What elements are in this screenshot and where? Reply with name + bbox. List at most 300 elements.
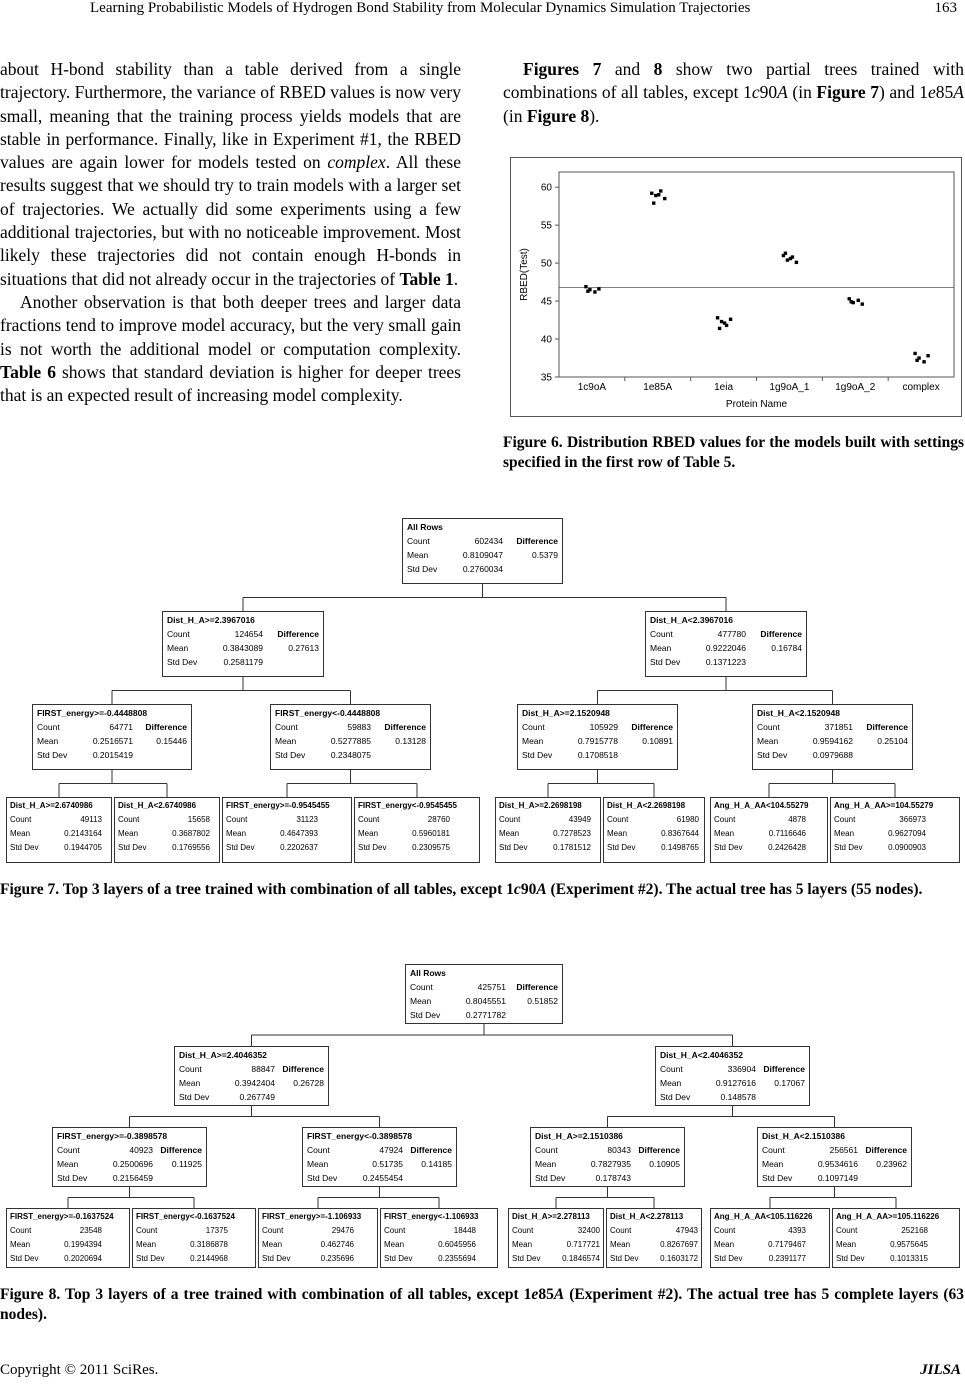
data-point xyxy=(850,300,853,303)
stat-value: 0.2144968 xyxy=(190,1254,228,1263)
x-axis-label: Protein Name xyxy=(725,399,788,410)
stat-label: Count xyxy=(650,629,673,639)
node-split-label: Ang_H_A_AA<104.55279 xyxy=(714,801,809,810)
data-point xyxy=(716,316,719,319)
difference-value: 0.10891 xyxy=(642,736,673,746)
node-stat-row xyxy=(834,841,956,855)
stat-value: 0.9594162 xyxy=(812,736,853,746)
stat-value: 0.5277885 xyxy=(330,736,371,746)
stat-label: Std Dev xyxy=(57,1173,88,1183)
stat-value: 0.2771782 xyxy=(465,1010,506,1020)
right-column xyxy=(503,58,964,128)
stat-label: Mean xyxy=(410,996,432,1006)
node-stat-row xyxy=(136,1224,252,1238)
data-point xyxy=(913,352,916,355)
node-stat-row xyxy=(607,827,701,841)
difference-value: 0.25104 xyxy=(877,736,908,746)
node-stat-row xyxy=(10,827,108,841)
node-split-label: Dist_H_A>=2.2698198 xyxy=(499,801,582,810)
node-stat-row xyxy=(714,841,824,855)
node-stat-row xyxy=(714,813,824,827)
stat-label: Std Dev xyxy=(307,1173,338,1183)
stat-label: Mean xyxy=(37,736,59,746)
node-stat-row xyxy=(410,1008,558,1022)
stat-value: 0.7915778 xyxy=(577,736,618,746)
stat-value: 0.148578 xyxy=(720,1092,756,1102)
node-stat-row xyxy=(607,841,701,855)
stat-label: Count xyxy=(762,1145,785,1155)
stat-label: Mean xyxy=(358,829,379,838)
stat-value: 124654 xyxy=(234,629,263,639)
stat-value: 477780 xyxy=(717,629,746,639)
stat-value: 0.2426428 xyxy=(768,843,806,852)
data-point xyxy=(915,359,918,362)
stat-label: Count xyxy=(714,1226,736,1235)
stat-value: 252168 xyxy=(901,1226,928,1235)
stat-label: Std Dev xyxy=(410,1010,441,1020)
data-point xyxy=(652,201,655,204)
text-run: c xyxy=(751,82,760,103)
stat-label: Std Dev xyxy=(179,1092,210,1102)
node-split-label: Dist_H_A<2.1520948 xyxy=(757,708,840,718)
stat-label: Count xyxy=(136,1226,158,1235)
stat-label: Count xyxy=(37,722,60,732)
stat-value: 0.2760034 xyxy=(462,564,503,574)
node-stat-row xyxy=(275,748,426,762)
stat-value: 0.1013315 xyxy=(890,1254,928,1263)
node-stat-row xyxy=(226,841,348,855)
stat-label: Std Dev xyxy=(10,843,39,852)
node-stat-row xyxy=(10,1238,126,1252)
node-split-label: FIRST_energy>=-0.4448808 xyxy=(37,708,148,718)
node-stat-row xyxy=(660,1090,805,1104)
tree-leaf-node xyxy=(258,1208,378,1268)
text-run: Figure 8. Top 3 layers of a tree trained with combination of all tables, except 1 xyxy=(0,1286,532,1303)
stat-label: Std Dev xyxy=(37,750,68,760)
y-tick-label: 55 xyxy=(540,220,552,232)
stat-value: 64771 xyxy=(109,722,133,732)
stat-label: Std Dev xyxy=(535,1173,566,1183)
node-stat-row xyxy=(262,1252,374,1266)
tree-leaf-node xyxy=(380,1208,498,1268)
node-stat-row xyxy=(136,1252,252,1266)
node-split-label: Dist_H_A<2.278113 xyxy=(610,1212,684,1221)
stat-value: 49113 xyxy=(80,815,102,824)
left-paragraph-1 xyxy=(0,58,461,291)
stat-value: 0.2355694 xyxy=(438,1254,476,1263)
stat-value: 29476 xyxy=(331,1226,354,1235)
stat-label: Count xyxy=(384,1226,406,1235)
stat-value: 0.2015419 xyxy=(92,750,133,760)
stat-label: Count xyxy=(167,629,190,639)
stat-label: Count xyxy=(512,1226,534,1235)
node-stat-row xyxy=(834,813,956,827)
node-split-label: Dist_H_A<2.3967016 xyxy=(650,615,733,625)
data-point xyxy=(861,302,864,305)
left-paragraph-2 xyxy=(0,291,461,407)
stat-label: Count xyxy=(10,815,32,824)
node-stat-row xyxy=(714,1238,826,1252)
stat-value: 0.3687802 xyxy=(172,829,210,838)
stat-value: 0.4647393 xyxy=(280,829,318,838)
difference-value: 0.10905 xyxy=(649,1159,680,1169)
stat-value: 0.2516571 xyxy=(92,736,133,746)
stat-value: 0.3843089 xyxy=(222,643,263,653)
node-split-label: FIRST_energy<-1.106933 xyxy=(384,1212,479,1221)
stat-value: 366973 xyxy=(899,815,926,824)
node-stat-row xyxy=(610,1238,698,1252)
stat-value: 105929 xyxy=(589,722,618,732)
stat-label: Count xyxy=(535,1145,558,1155)
stat-value: 0.2143164 xyxy=(64,829,102,838)
text-run: A xyxy=(777,82,788,103)
stat-label: Std Dev xyxy=(834,843,863,852)
stat-value: 32400 xyxy=(577,1226,600,1235)
stat-value: 0.2500696 xyxy=(112,1159,153,1169)
stat-label: Mean xyxy=(407,550,429,560)
stat-label: Mean xyxy=(499,829,520,838)
stat-label: Count xyxy=(834,815,856,824)
stat-label: Std Dev xyxy=(512,1254,541,1263)
node-stat-row xyxy=(10,841,108,855)
stat-value: 602434 xyxy=(474,536,503,546)
node-stat-row xyxy=(136,1238,252,1252)
text-run: Figure 7 xyxy=(816,82,879,103)
stat-value: 47924 xyxy=(379,1145,403,1155)
stat-value: 0.2020694 xyxy=(64,1254,102,1263)
stat-label: Std Dev xyxy=(167,657,198,667)
tree-leaf-node xyxy=(603,797,705,863)
stat-value: 0.8109047 xyxy=(462,550,503,560)
stat-value: 28760 xyxy=(427,815,450,824)
tree-leaf-node xyxy=(6,797,112,863)
difference-value: 0.14185 xyxy=(421,1159,452,1169)
node-stat-row xyxy=(836,1224,956,1238)
stat-label: Count xyxy=(407,536,430,546)
difference-value: 0.15446 xyxy=(156,736,187,746)
figure-6-chart xyxy=(510,157,962,417)
stat-value: 0.51735 xyxy=(372,1159,403,1169)
figure-8-tree xyxy=(4,945,962,1275)
stat-label: Mean xyxy=(10,1240,31,1249)
stat-label: Std Dev xyxy=(226,843,255,852)
node-stat-row xyxy=(10,1252,126,1266)
node-split-label: FIRST_energy<-0.3898578 xyxy=(307,1131,413,1141)
stat-value: 425751 xyxy=(477,982,506,992)
stat-label: Count xyxy=(10,1226,32,1235)
text-run: shows that standard deviation is higher for deeper trees that is an expected result of increasing model complexity. xyxy=(0,361,461,406)
difference-label: Difference xyxy=(516,536,558,546)
node-stat-row xyxy=(358,827,476,841)
stat-label: Mean xyxy=(512,1240,533,1249)
stat-value: 0.2391177 xyxy=(768,1254,806,1263)
text-run: (in xyxy=(787,82,817,103)
stat-value: 61980 xyxy=(676,815,699,824)
node-split-label: Dist_H_A>=2.1510386 xyxy=(535,1131,623,1141)
stat-value: 371851 xyxy=(824,722,853,732)
difference-label: Difference xyxy=(282,1064,324,1074)
tree-leaf-node xyxy=(6,1208,130,1268)
stat-value: 80343 xyxy=(607,1145,631,1155)
y-axis-label: RBED(Test) xyxy=(519,248,530,301)
node-stat-row xyxy=(610,1252,698,1266)
text-run: Another observation is that both deeper trees and larger data fractions tend to improve model accuracy, but the very small gain is not worth the additional model or computation complexity. xyxy=(0,291,461,359)
text-run: and xyxy=(601,59,654,79)
text-run: show two partial trees trained with combinations of all tables, except 1 xyxy=(503,59,964,103)
data-point xyxy=(729,318,732,321)
y-tick-label: 50 xyxy=(540,258,552,270)
stat-value: 0.2156459 xyxy=(112,1173,153,1183)
text-run: Figure 8 xyxy=(526,105,590,126)
stat-label: Mean xyxy=(660,1078,682,1088)
data-point xyxy=(650,192,653,195)
stat-label: Std Dev xyxy=(118,843,147,852)
node-split-label: FIRST_energy>=-0.3898578 xyxy=(57,1131,168,1141)
node-stat-row xyxy=(384,1224,494,1238)
data-point xyxy=(584,285,587,288)
node-stat-row xyxy=(262,1224,374,1238)
stat-value: 0.1846574 xyxy=(562,1254,600,1263)
difference-value: 0.5379 xyxy=(532,550,558,560)
node-stat-row xyxy=(118,841,216,855)
node-stat-row xyxy=(57,1171,202,1185)
stat-label: Mean xyxy=(607,829,628,838)
stat-value: 0.1781512 xyxy=(553,843,591,852)
difference-label: Difference xyxy=(160,1145,202,1155)
text-run: 8 xyxy=(653,59,663,79)
node-stat-row xyxy=(535,1171,680,1185)
data-point xyxy=(659,189,662,192)
data-point xyxy=(597,287,600,290)
node-stat-row xyxy=(226,813,348,827)
difference-value: 0.27613 xyxy=(288,643,319,653)
data-point xyxy=(663,197,666,200)
difference-label: Difference xyxy=(638,1145,680,1155)
data-point xyxy=(720,320,723,323)
stat-label: Mean xyxy=(262,1240,283,1249)
stat-label: Std Dev xyxy=(757,750,788,760)
stat-label: Count xyxy=(262,1226,284,1235)
node-stat-row xyxy=(118,813,216,827)
node-split-label: Dist_H_A>=2.6740986 xyxy=(10,801,93,810)
node-stat-row xyxy=(836,1238,956,1252)
stat-value: 0.9575645 xyxy=(890,1240,928,1249)
data-point xyxy=(586,290,589,293)
tree-leaf-node xyxy=(495,797,601,863)
x-tick-label: 1eia xyxy=(714,382,734,393)
node-stat-row xyxy=(307,1171,452,1185)
stat-value: 0.7827935 xyxy=(590,1159,631,1169)
stat-label: Mean xyxy=(610,1240,631,1249)
stat-label: Std Dev xyxy=(275,750,306,760)
stat-label: Std Dev xyxy=(836,1254,865,1263)
node-split-label: All Rows xyxy=(407,522,443,532)
stat-label: Mean xyxy=(10,829,31,838)
data-point xyxy=(795,261,798,264)
stat-label: Std Dev xyxy=(660,1092,691,1102)
data-point xyxy=(654,194,657,197)
data-point xyxy=(723,321,726,324)
text-run: Figures 7 xyxy=(523,59,602,79)
tree-leaf-node xyxy=(832,1208,960,1268)
stat-label: Count xyxy=(757,722,780,732)
running-title: Learning Probabilistic Models of Hydrogen Bond Stability from Molecular Dynamics Simulation Trajectories xyxy=(90,0,751,16)
difference-label: Difference xyxy=(145,722,187,732)
stat-label: Mean xyxy=(57,1159,79,1169)
stat-label: Std Dev xyxy=(499,843,528,852)
text-run: 85 xyxy=(538,1286,554,1303)
stat-label: Count xyxy=(179,1064,202,1074)
stat-value: 0.0979688 xyxy=(812,750,853,760)
data-point xyxy=(857,299,860,302)
stat-value: 0.2348075 xyxy=(330,750,371,760)
text-run: 85 xyxy=(935,82,954,103)
node-stat-row xyxy=(714,1252,826,1266)
node-stat-row xyxy=(512,1252,600,1266)
stat-value: 0.235696 xyxy=(320,1254,354,1263)
data-point xyxy=(657,193,660,196)
text-run: (in xyxy=(503,105,527,126)
stat-label: Mean xyxy=(384,1240,405,1249)
tree-root-node xyxy=(405,964,563,1024)
stat-label: Std Dev xyxy=(262,1254,291,1263)
stat-value: 43949 xyxy=(568,815,591,824)
stat-label: Mean xyxy=(714,829,735,838)
node-split-label: FIRST_energy<-0.1637524 xyxy=(136,1212,235,1221)
node-stat-row xyxy=(522,748,673,762)
stat-value: 0.7278523 xyxy=(553,829,591,838)
stat-value: 0.8367644 xyxy=(661,829,699,838)
stat-label: Mean xyxy=(179,1078,201,1088)
node-split-label: FIRST_energy>=-1.106933 xyxy=(262,1212,362,1221)
stat-label: Std Dev xyxy=(10,1254,39,1263)
node-split-label: Dist_H_A>=2.1520948 xyxy=(522,708,610,718)
text-run: Table 1 xyxy=(399,268,454,289)
data-point xyxy=(593,290,596,293)
difference-label: Difference xyxy=(631,722,673,732)
text-run: . xyxy=(453,268,459,289)
node-stat-row xyxy=(610,1224,698,1238)
node-split-label: Ang_H_A_AA>=105.116226 xyxy=(836,1212,940,1221)
node-stat-row xyxy=(714,827,824,841)
stat-label: Std Dev xyxy=(714,1254,743,1263)
stat-label: Mean xyxy=(275,736,297,746)
figure-8-caption xyxy=(0,1285,964,1325)
y-tick-label: 60 xyxy=(540,182,552,194)
stat-value: 0.1371223 xyxy=(705,657,746,667)
data-point xyxy=(926,354,929,357)
stat-label: Count xyxy=(610,1226,632,1235)
node-stat-row xyxy=(167,655,319,669)
stat-value: 0.1994394 xyxy=(64,1240,102,1249)
stat-label: Count xyxy=(226,815,248,824)
text-run: . All these results suggest that we should try to train models with a larger set of trajectories. We actually did some experiments using a few additional trajectories, but with no noticeable improvement. Most likely these trajectories did not contain enough H-bonds in situations that did not already occur in the trajectories of xyxy=(0,152,461,289)
stat-value: 0.3942404 xyxy=(234,1078,275,1088)
stat-label: Mean xyxy=(834,829,855,838)
left-column xyxy=(0,58,461,407)
stat-label: Mean xyxy=(836,1240,857,1249)
stat-label: Std Dev xyxy=(714,843,743,852)
stat-label: Count xyxy=(499,815,521,824)
tree-node xyxy=(52,1127,207,1187)
stat-value: 0.8045551 xyxy=(465,996,506,1006)
tree-node xyxy=(302,1127,457,1187)
stat-value: 47943 xyxy=(675,1226,698,1235)
data-point xyxy=(848,297,851,300)
stat-label: Mean xyxy=(535,1159,557,1169)
stat-label: Mean xyxy=(757,736,779,746)
stat-value: 0.9534616 xyxy=(817,1159,858,1169)
stat-value: 4878 xyxy=(788,815,806,824)
figure-7-tree xyxy=(4,499,962,869)
tree-node xyxy=(530,1127,685,1187)
node-stat-row xyxy=(262,1238,374,1252)
text-run: 90 xyxy=(520,881,537,898)
stat-label: Std Dev xyxy=(522,750,553,760)
difference-value: 0.17067 xyxy=(774,1078,805,1088)
node-split-label: Dist_H_A>=2.3967016 xyxy=(167,615,255,625)
stat-label: Mean xyxy=(118,829,139,838)
text-run: ). xyxy=(589,105,600,126)
stat-label: Count xyxy=(607,815,629,824)
node-stat-row xyxy=(834,827,956,841)
difference-value: 0.23962 xyxy=(876,1159,907,1169)
node-split-label: FIRST_energy<-0.4448808 xyxy=(275,708,381,718)
tree-leaf-node xyxy=(114,797,220,863)
text-run: e xyxy=(928,82,936,103)
data-point xyxy=(789,257,792,260)
stat-value: 15658 xyxy=(187,815,210,824)
difference-label: Difference xyxy=(865,1145,907,1155)
text-run: ) and 1 xyxy=(879,82,928,103)
stat-value: 0.462746 xyxy=(320,1240,354,1249)
difference-label: Difference xyxy=(763,1064,805,1074)
node-stat-row xyxy=(499,827,597,841)
stat-label: Mean xyxy=(522,736,544,746)
x-tick-label: 1e85A xyxy=(643,382,673,393)
stat-label: Std Dev xyxy=(358,843,387,852)
node-split-label: FIRST_energy<-0.9545455 xyxy=(358,801,457,810)
data-point xyxy=(922,360,925,363)
difference-value: 0.26728 xyxy=(293,1078,324,1088)
stat-label: Count xyxy=(118,815,140,824)
text-run: 90 xyxy=(759,82,778,103)
stat-value: 0.1769556 xyxy=(172,843,210,852)
node-stat-row xyxy=(384,1238,494,1252)
stat-value: 18448 xyxy=(453,1226,476,1235)
stat-label: Count xyxy=(410,982,433,992)
copyright: Copyright © 2011 SciRes. xyxy=(0,1362,159,1378)
scatter-plot xyxy=(511,158,961,416)
node-split-label: Ang_H_A_AA<105.116226 xyxy=(714,1212,813,1221)
text-run: (Experiment #2). The actual tree has 5 complete layers (63 nodes). xyxy=(0,1286,964,1323)
stat-label: Mean xyxy=(167,643,189,653)
tree-leaf-node xyxy=(132,1208,256,1268)
tree-leaf-node xyxy=(222,797,352,863)
stat-value: 0.7179467 xyxy=(768,1240,806,1249)
difference-label: Difference xyxy=(277,629,319,639)
tree-node xyxy=(645,611,807,677)
stat-value: 4393 xyxy=(788,1226,806,1235)
difference-label: Difference xyxy=(384,722,426,732)
text-run: (Experiment #2). The actual tree has 5 layers (55 nodes). xyxy=(546,881,923,898)
tree-node xyxy=(162,611,324,677)
node-stat-row xyxy=(512,1224,600,1238)
node-split-label: Dist_H_A<2.6740986 xyxy=(118,801,197,810)
difference-label: Difference xyxy=(410,1145,452,1155)
stat-label: Count xyxy=(522,722,545,732)
difference-value: 0.16784 xyxy=(771,643,802,653)
